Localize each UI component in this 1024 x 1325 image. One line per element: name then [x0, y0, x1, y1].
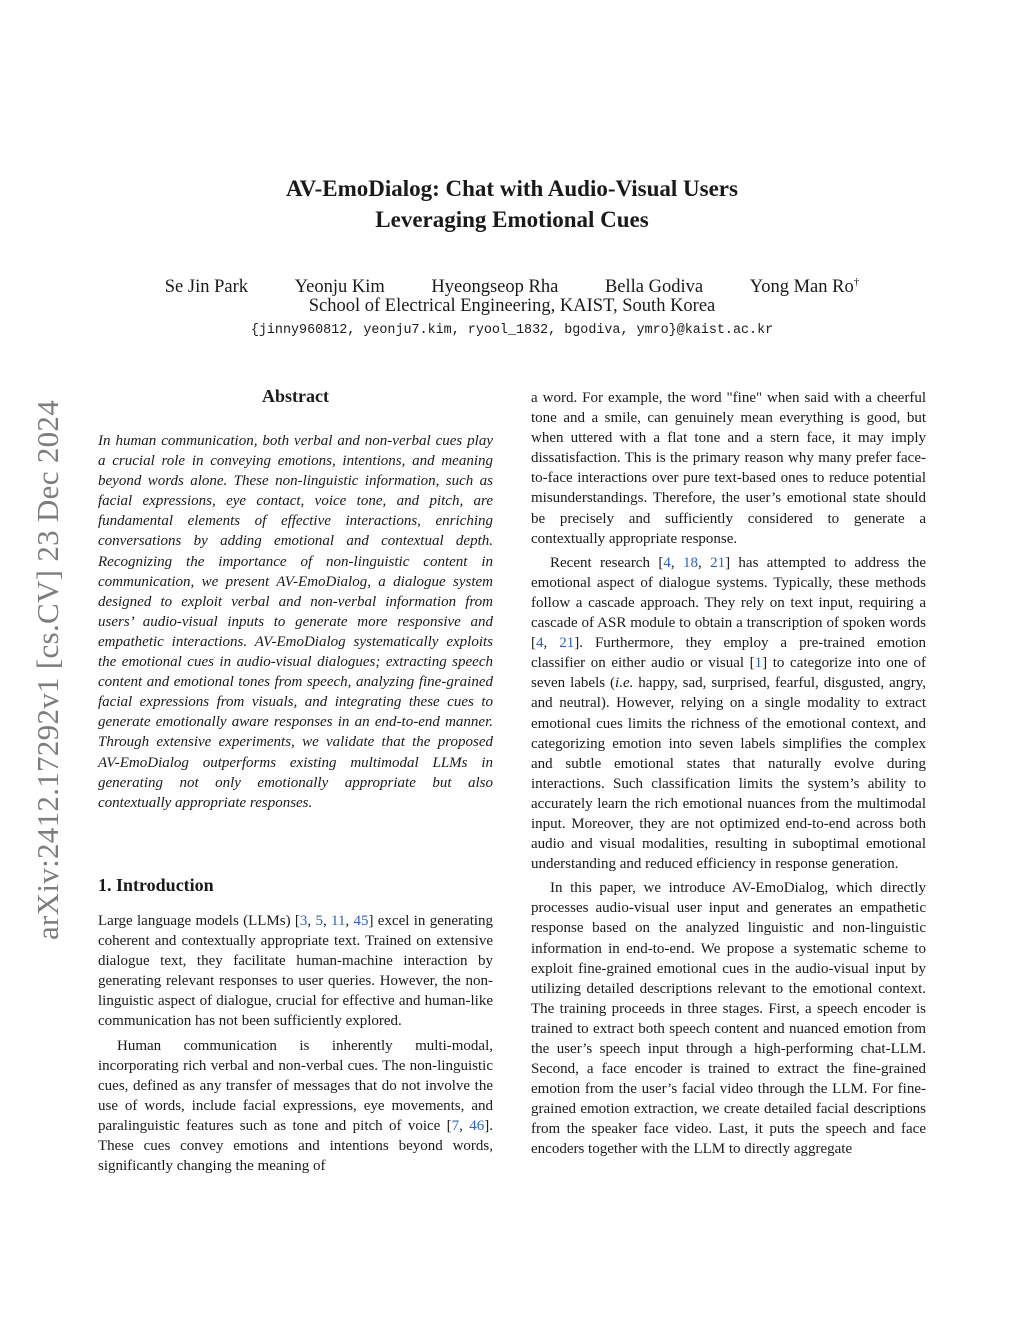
citation-separator: , [307, 913, 316, 929]
citation-separator: , [345, 913, 354, 929]
author-name: Hyeongseop Rha [431, 277, 559, 297]
intro-paragraph-5: In this paper, we introduce AV-EmoDialog, which directly processes audio-visual user input and generates an empathetic response based on the analyzed linguistic and non-linguistic information in end-to-end. We propose a systematic scheme to exploit fine-grained emotional cues in the audio-visual input by utilizing detailed descriptions relevant to the emotional context. The training proceeds in three stages. First, a speech encoder is trained to extract both speech content and nuanced emotion from the user’s speech input through a high-performing chat-LLM. Second, a face encoder is trained to extract the fine-grained emotion from the user’s facial video through the LLM. For fine-grained emotion extraction, we create detailed facial descriptions from the speaker face video. Last, it puts the speech and face encoders together with the LLM to directly aggregate [531, 880, 926, 1158]
corresponding-author-mark: † [853, 276, 860, 288]
intro-paragraph-3: a word. For example, the word "fine" when said with a cheerful tone and a smile, can genuinely mean everything is good, but when uttered with a flat tone and a stern face, it may imply dissatisfaction. This is the primary reason why many prefer face-to-face interactions over pure text-based ones to reduce potential misunderstandings. Therefore, the user’s emotional state should be precisely and sufficiently considered to generate a contextually appropriate response. [531, 390, 926, 547]
citation-link[interactable]: 1 [754, 655, 763, 672]
paragraph-text: ]. Furthermore, they employ a pre-trained emotion classifier on either audio or visual [ [531, 635, 927, 672]
intro-paragraph-1 [98, 911, 493, 1032]
paragraph-text: happy, sad, surprised, fearful, disgusted, angry, and neutral). However, relying on a single modality to extract emotional cues limits the richness of the emotional context, and categorizing emotion into seven labels simplifies the complex and subtle emotional states that naturally evolve during interactions. Such classification limits the system’s ability to accurately learn the rich emotional nuances from the multimodal input. Moreover, they are not optimized end-to-end across both audio and visual modalities, resulting in suboptimal emotional understanding and reduced efficiency in response generation. [531, 675, 927, 873]
affiliation: School of Electrical Engineering, KAIST, South Korea [308, 296, 716, 316]
intro-paragraph-2 [98, 1036, 493, 1177]
citation-link[interactable]: 21 [559, 635, 575, 652]
title-line-1: AV-EmoDialog: Chat with Audio-Visual Users [286, 176, 738, 201]
paragraph-text: Recent research [ [550, 554, 664, 571]
latin-abbreviation: i.e. [615, 675, 634, 692]
paragraph-text: Human communication is inherently multi-modal, incorporating rich verbal and non-verbal cues. The non-linguistic cues, defined as any transfer of messages that do not involve the use of words, include facial expressions, eye movements, and paralinguistic features such as tone and pitch of voice [ [98, 1037, 493, 1134]
citation-separator: , [670, 554, 683, 571]
citation-separator: , [322, 913, 331, 929]
citation-link[interactable]: 4 [663, 554, 671, 571]
paragraph-text: ] excel in generating coherent and contextually appropriate text. Trained on extensive dialogue text, they facilitate human-machine interaction by generating relevant responses to user queries. However, the non-linguistic aspect of dialogue, crucial for effective and human-like communication has not been sufficiently explored. [98, 913, 494, 1030]
intro-paragraph-4 [531, 553, 926, 875]
paper-title [0, 173, 1024, 235]
author-name: Yeonju Kim [294, 277, 385, 297]
citation-link[interactable]: 21 [710, 554, 726, 571]
citation-link[interactable]: 45 [353, 913, 369, 929]
intro-right-column [531, 388, 926, 1164]
author-name: Se Jin Park [164, 277, 249, 297]
citation-separator: , [697, 554, 711, 571]
section-heading-introduction: 1. Introduction [98, 875, 214, 895]
author-emails: {jinny960812, yeonju7.kim, ryool_1832, bgodiva, ymro}@kaist.ac.kr [250, 323, 774, 338]
intro-left-column [98, 911, 493, 1180]
abstract-heading: Abstract [262, 386, 329, 406]
paragraph-text: ] has attempted to address the emotional aspect of dialogue systems. Typically, these methods follow a cascade approach. They rely on text input, requiring a cascade of ASR module to obtain a transcription of spoken words [ [531, 554, 927, 652]
arxiv-identifier: arXiv:2412.17292v1 [cs.CV] 23 Dec 2024 [30, 399, 65, 940]
paragraph-text: ] to categorize into one of seven labels ( [531, 655, 926, 692]
author-name: Bella Godiva [604, 277, 704, 297]
title-line-2: Leveraging Emotional Cues [375, 207, 649, 232]
paragraph-text: ]. These cues convey emotions and intentions beyond words, significantly changing the meaning of [98, 1117, 493, 1175]
citation-link[interactable]: 3 [299, 913, 308, 929]
citation-link[interactable]: 4 [536, 635, 544, 652]
citation-link[interactable]: 11 [331, 913, 346, 929]
citation-separator: , [543, 635, 560, 652]
citation-link[interactable]: 18 [682, 554, 698, 571]
citation-separator: , [459, 1117, 470, 1134]
paragraph-text: Large language models (LLMs) [ [98, 913, 300, 929]
citation-link[interactable]: 5 [315, 913, 323, 929]
abstract-text: In human communication, both verbal and non-verbal cues play a crucial role in conveying emotions, intentions, and meaning beyond words alone. These non-linguistic information, such as facial expressions, eye contact, voice tone, and pitch, are fundamental elements of effective interactions, enriching conversations by adding emotional and contextual depth. Recognizing the importance of non-linguistic content in communication, we present AV-EmoDialog, a dialogue system designed to exploit verbal and non-verbal information from users’ audio-visual inputs to generate more responsive and empathetic interactions. AV-EmoDialog systematically exploits the emotional cues in audio-visual dialogues; extracting speech content and emotional tones from speech, analyzing fine-grained facial expressions from visuals, and integrating these cues to generate emotionally aware responses in an end-to-end manner. Through extensive experiments, we validate that the proposed AV-EmoDialog outperforms existing multimodal LLMs in generating not only emotionally appropriate but also contextually appropriate responses. [98, 433, 493, 811]
citation-link[interactable]: 46 [469, 1117, 485, 1134]
author-name: Yong Man Ro [749, 277, 854, 297]
citation-link[interactable]: 7 [451, 1117, 460, 1134]
